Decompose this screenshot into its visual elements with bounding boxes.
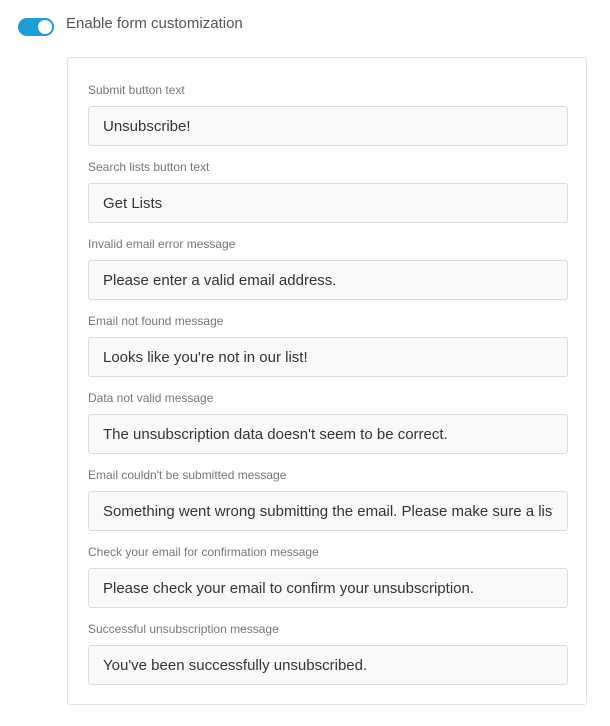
field-label: Data not valid message (88, 391, 214, 405)
check-email-confirmation-message-input[interactable] (88, 568, 568, 608)
toggle-knob (38, 20, 52, 34)
field-label: Check your email for confirmation message (88, 545, 319, 559)
field-successful-unsubscription-message (88, 621, 568, 685)
email-not-found-message-input[interactable] (88, 337, 568, 377)
field-email-not-submitted-message (88, 467, 568, 531)
field-invalid-email-error-message (88, 236, 568, 300)
field-label: Email not found message (88, 314, 224, 328)
field-label: Successful unsubscription message (88, 622, 279, 636)
field-check-email-confirmation-message (88, 544, 568, 608)
field-email-not-found-message (88, 313, 568, 377)
email-not-submitted-message-input[interactable] (88, 491, 568, 531)
customization-panel (67, 57, 587, 705)
toggle-label: Enable form customization (66, 14, 243, 32)
field-label: Invalid email error message (88, 237, 236, 251)
form-customization-toggle[interactable] (18, 18, 54, 36)
field-data-not-valid-message (88, 390, 568, 454)
field-label: Email couldn't be submitted message (88, 468, 287, 482)
field-submit-button-text (88, 82, 568, 146)
invalid-email-error-message-input[interactable] (88, 260, 568, 300)
submit-button-text-input[interactable] (88, 106, 568, 146)
field-search-lists-button-text (88, 159, 568, 223)
search-lists-button-text-input[interactable] (88, 183, 568, 223)
form-customization-toggle-row (18, 14, 243, 36)
data-not-valid-message-input[interactable] (88, 414, 568, 454)
field-label: Search lists button text (88, 160, 210, 174)
field-label: Submit button text (88, 83, 185, 97)
successful-unsubscription-message-input[interactable] (88, 645, 568, 685)
